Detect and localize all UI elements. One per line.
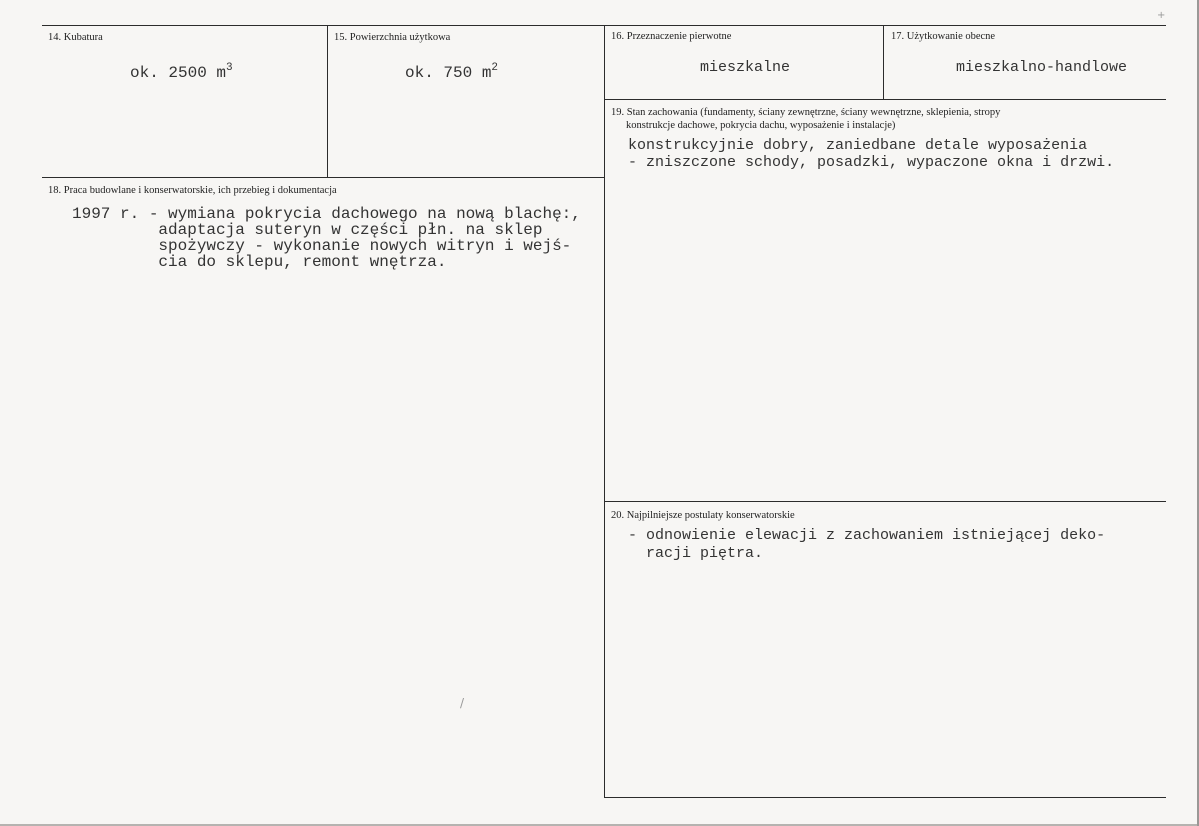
label-postulaty: 20. Najpilniejsze postulaty konserwatorskie <box>611 510 795 521</box>
rule-above-20 <box>604 501 1166 502</box>
postulaty-line-2: racji piętra. <box>628 545 764 562</box>
value-kubatura <box>130 62 233 82</box>
label-prace-budowlane: 18. Praca budowlane i konserwatorskie, ich przebieg i dokumentacja <box>48 185 337 196</box>
value-powierzchnia-text: ok. 750 m <box>405 64 492 82</box>
label-przeznaczenie: 16. Przeznaczenie pierwotne <box>611 31 732 42</box>
label-powierzchnia: 15. Powierzchnia użytkowa <box>334 32 451 43</box>
prace-line-3: spożywczy - wykonanie nowych witryn i wejś- <box>72 237 572 255</box>
prace-line-4: cia do sklepu, remont wnętrza. <box>72 253 447 271</box>
value-przeznaczenie: mieszkalne <box>700 59 791 76</box>
center-divider <box>604 25 605 797</box>
prace-line-2: adaptacja suteryn w części płn. na sklep <box>72 221 543 239</box>
corner-mark: + <box>1157 10 1166 21</box>
postulaty-line-1: - odnowienie elewacji z zachowaniem istniejącej deko- <box>628 527 1106 544</box>
value-kubatura-text: ok. 2500 m <box>130 64 227 82</box>
stan-line-1: konstrukcyjnie dobry, zaniedbane detale wyposażenia <box>628 137 1088 154</box>
label-uzytkowanie: 17. Użytkowanie obecne <box>891 31 996 42</box>
stray-mark: / <box>460 696 465 710</box>
value-powierzchnia-exp: 2 <box>491 62 499 74</box>
divider-16-17 <box>883 25 884 99</box>
label-kubatura: 14. Kubatura <box>48 32 103 43</box>
rule-under-16-17 <box>604 99 1166 100</box>
prace-line-1: 1997 r. - wymiana pokrycia dachowego na nową blachę:, <box>72 205 581 223</box>
label-stan-zachowania-2: konstrukcje dachowe, pokrycia dachu, wyposażenie i instalacje) <box>626 120 896 131</box>
value-powierzchnia <box>405 62 499 82</box>
bottom-rule <box>604 797 1166 798</box>
value-uzytkowanie: mieszkalno-handlowe <box>956 59 1128 76</box>
label-stan-zachowania-1: 19. Stan zachowania (fundamenty, ściany zewnętrzne, ściany wewnętrzne, sklepienia, stropy <box>611 107 1001 118</box>
divider-14-15 <box>327 25 328 177</box>
stan-line-2: - zniszczone schody, posadzki, wypaczone okna i drzwi. <box>628 154 1115 171</box>
value-kubatura-exp: 3 <box>226 62 233 74</box>
rule-under-14-15 <box>42 177 604 178</box>
